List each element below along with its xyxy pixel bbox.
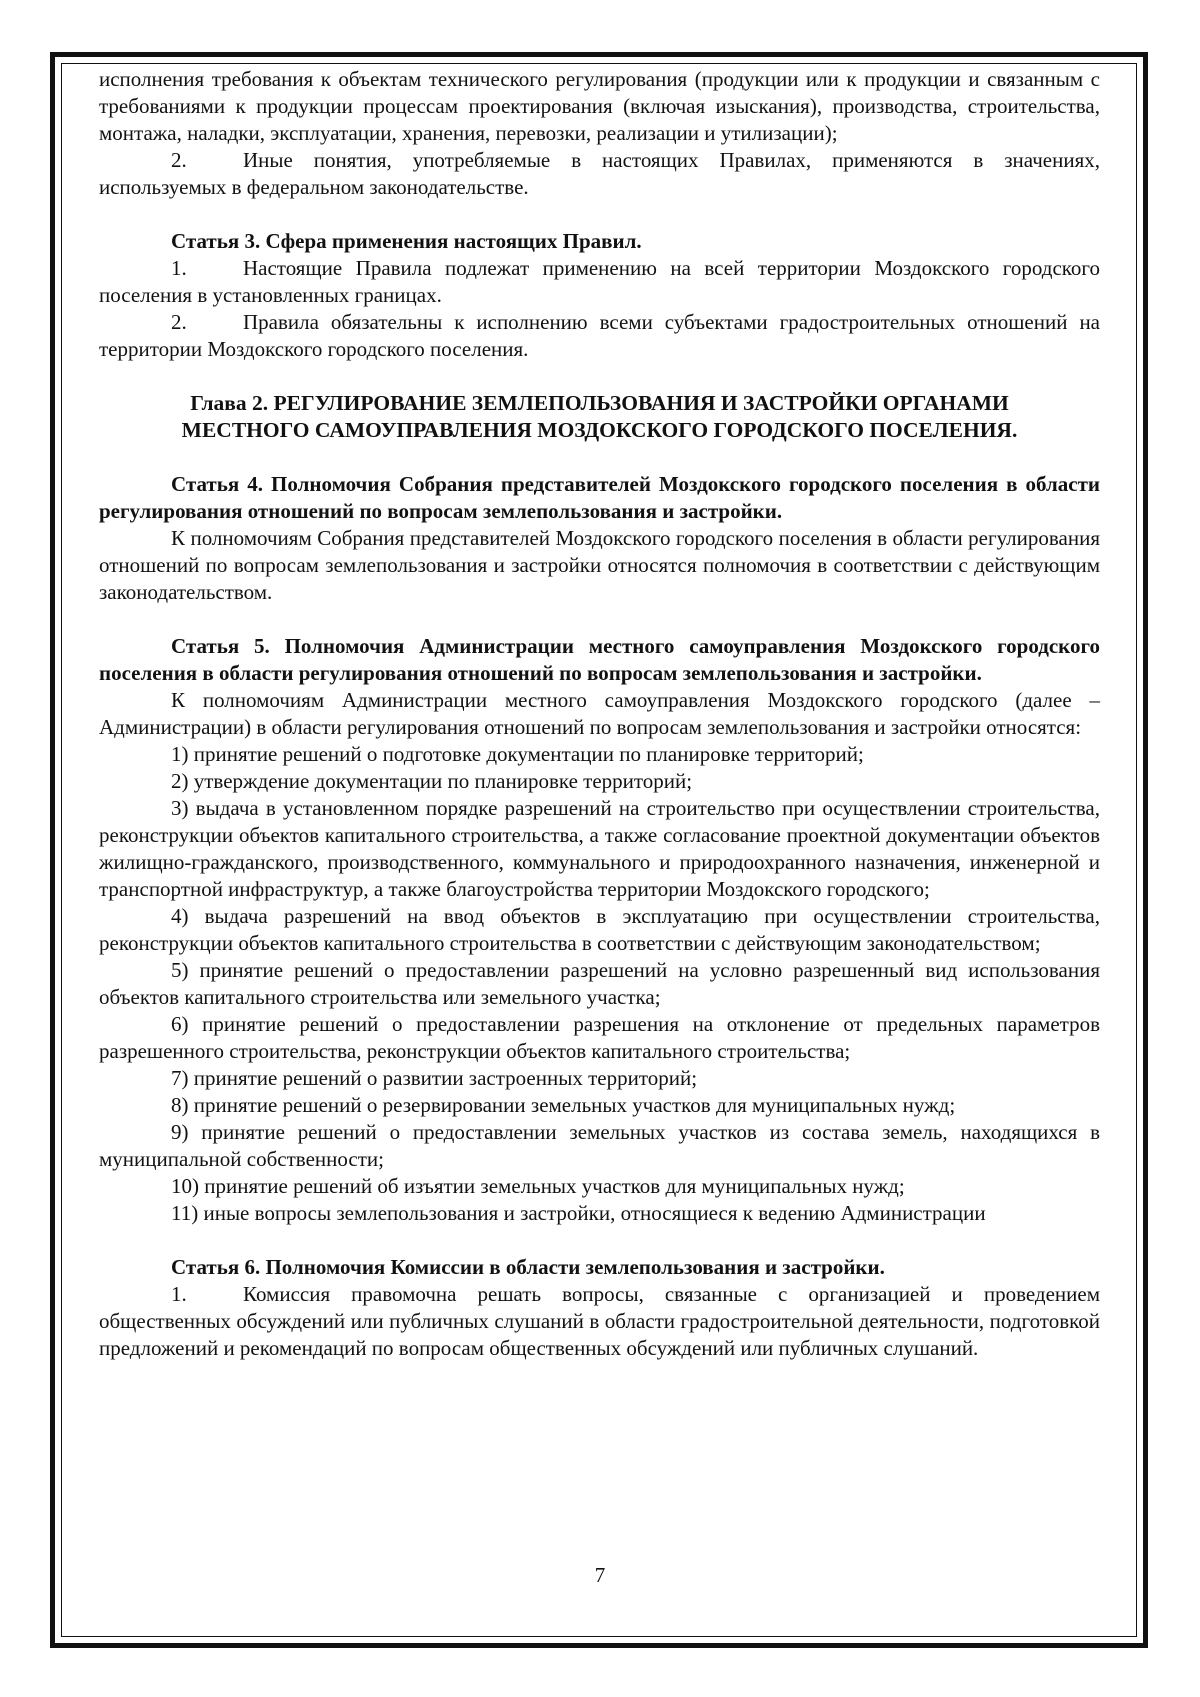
article-5-item: 8) принятие решений о резервировании земельных участков для муниципальных нужд; [171, 1093, 956, 1117]
article-6-item-1-text: Комиссия правомочна решать вопросы, связанные с организацией и проведением общественных обсуждений или публичных слушаний в области градостроительной деятельности, подготовкой предложений и рекомендаций по вопросам общественных обсуждений или публичных слушаний. [99, 1282, 1100, 1360]
article-5-item: 2) утверждение документации по планировке территорий; [171, 769, 693, 793]
article-5-item: 3) выдача в установленном порядке разрешений на строительство при осуществлении строительства, реконструкции объектов капитального строительства, а также согласование проектной документации объектов жилищно-гражданского, производственного, коммунального и природоохранного назначения, инженерной и транспортной инфраструктур, а также благоустройства территории Моздокского городского; [99, 796, 1100, 901]
chapter-2-title-line-2: МЕСТНОГО САМОУПРАВЛЕНИЯ МОЗДОКСКОГО ГОРОДСКОГО ПОСЕЛЕНИЯ. [181, 418, 1018, 442]
intro-item-2 [99, 147, 1100, 201]
article-4-text: К полномочиям Собрания представителей Моздокского городского поселения в области регулирования отношений по вопросам землепользования и застройки относятся полномочия в соответствии с действующим законодательством. [99, 526, 1100, 604]
intro-paragraph: исполнения требования к объектам технического регулирования (продукции или к продукции и связанным с требованиями к продукции процессам проектирования (включая изыскания), производства, строительства, монтажа, наладки, эксплуатации, хранения, перевозки, реализации и утилизации); [99, 67, 1100, 145]
intro-item-2-number: 2. [171, 148, 187, 172]
article-5-item: 6) принятие решений о предоставлении разрешения на отклонение от предельных параметров разрешенного строительства, реконструкции объектов капитального строительства; [99, 1012, 1100, 1063]
article-5-item: 10) принятие решений об изъятии земельных участков для муниципальных нужд; [171, 1174, 905, 1198]
article-4-title: Статья 4. Полномочия Собрания представителей Моздокского городского поселения в области регулирования отношений по вопросам землепользования и застройки. [99, 472, 1100, 523]
intro-item-2-text: Иные понятия, употребляемые в настоящих Правилах, применяются в значениях, используемых в федеральном законодательстве. [99, 148, 1100, 199]
article-6-item-1 [99, 1281, 1100, 1362]
article-5-item: 7) принятие решений о развитии застроенных территорий; [171, 1066, 698, 1090]
article-3-item-2-text: Правила обязательны к исполнению всеми субъектами градостроительных отношений на территории Моздокского городского поселения. [99, 310, 1100, 361]
chapter-2-title-line-1: Глава 2. РЕГУЛИРОВАНИЕ ЗЕМЛЕПОЛЬЗОВАНИЯ И ЗАСТРОЙКИ ОРГАНАМИ [190, 391, 1009, 415]
article-3-item-2 [99, 309, 1100, 363]
article-6-title: Статья 6. Полномочия Комиссии в области землепользования и застройки. [171, 1255, 885, 1279]
article-3-item-1-text: Настоящие Правила подлежат применению на всей территории Моздокского городского поселения в установленных границах. [99, 256, 1100, 307]
article-5-item: 4) выдача разрешений на ввод объектов в эксплуатацию при осуществлении строительства, реконструкции объектов капитального строительства в соответствии с действующим законодательством; [99, 904, 1100, 955]
article-5-title: Статья 5. Полномочия Администрации местного самоуправления Моздокского городского поселения в области регулирования отношений по вопросам землепользования и застройки. [99, 634, 1100, 685]
article-5-intro: К полномочиям Администрации местного самоуправления Моздокского городского (далее – Администрации) в области регулирования отношений по вопросам землепользования и застройки относятся: [99, 688, 1100, 739]
article-3-title: Статья 3. Сфера применения настоящих Правил. [171, 229, 642, 253]
article-5-item: 9) принятие решений о предоставлении земельных участков из состава земель, находящихся в муниципальной собственности; [99, 1120, 1100, 1171]
article-5-item: 11) иные вопросы землепользования и застройки, относящиеся к ведению Администрации [171, 1201, 986, 1225]
article-5-item: 1) принятие решений о подготовке документации по планировке территорий; [171, 742, 864, 766]
document-body [99, 66, 1100, 1362]
article-3-item-2-number: 2. [171, 310, 187, 334]
article-6-item-1-number: 1. [171, 1282, 187, 1306]
page-number: 7 [594, 1563, 606, 1587]
article-3-item-1-number: 1. [171, 256, 187, 280]
article-3-item-1 [99, 255, 1100, 309]
article-5-item: 5) принятие решений о предоставлении разрешений на условно разрешенный вид использования объектов капитального строительства или земельного участка; [99, 958, 1100, 1009]
